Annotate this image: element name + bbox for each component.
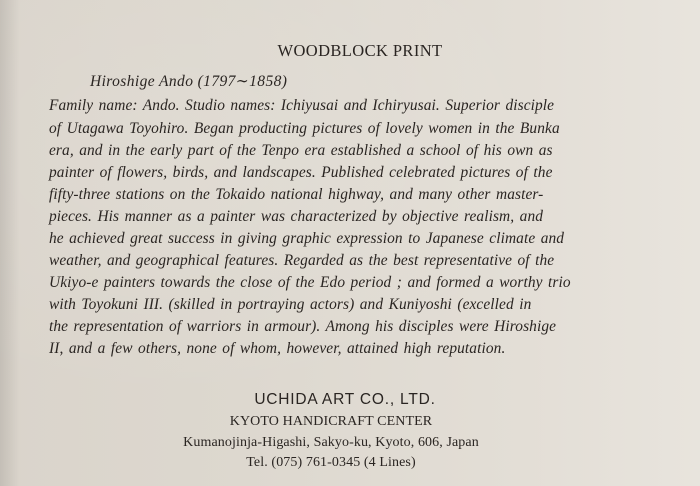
body-line: the representation of warriors in armour). Among his disciples were Hiroshige bbox=[49, 318, 557, 335]
body-line: Family name: Ando. Studio names: Ichiyusai and Ichiryusai. Superior disciple bbox=[49, 97, 555, 114]
body-line: with Toyokuni III. (skilled in portraying actors) and Kuniyoshi (excelled in bbox=[49, 296, 532, 313]
body-line: painter of flowers, birds, and landscapes. Published celebrated pictures of the bbox=[49, 164, 553, 181]
artist-heading: Hiroshige Ando (1797∼1858) bbox=[90, 73, 288, 90]
company-name: UCHIDA ART CO., LTD. bbox=[254, 391, 436, 408]
body-line: of Utagawa Toyohiro. Began producting pictures of lovely women in the Bunka bbox=[49, 120, 560, 137]
body-line: II, and a few others, none of whom, however, attained high reputation. bbox=[49, 340, 506, 357]
body-line: fifty-three stations on the Tokaido national highway, and many other master- bbox=[49, 186, 544, 203]
address-line: Kumanojinja-Higashi, Sakyo-ku, Kyoto, 606, Japan bbox=[183, 435, 479, 450]
center-name: KYOTO HANDICRAFT CENTER bbox=[229, 414, 433, 429]
body-line: weather, and geographical features. Regarded as the best representative of the bbox=[49, 252, 555, 269]
page-title: WOODBLOCK PRINT bbox=[277, 41, 443, 60]
body-line: pieces. His manner as a painter was characterized by objective realism, and bbox=[49, 208, 544, 225]
body-line: era, and in the early part of the Tenpo era established a school of his own as bbox=[49, 142, 553, 159]
body-line: he achieved great success in giving graphic expression to Japanese climate and bbox=[49, 230, 565, 247]
phone-line: Tel. (075) 761-0345 (4 Lines) bbox=[246, 455, 416, 470]
body-line: Ukiyo-e painters towards the close of the Edo period ; and formed a worthy trio bbox=[49, 274, 571, 291]
